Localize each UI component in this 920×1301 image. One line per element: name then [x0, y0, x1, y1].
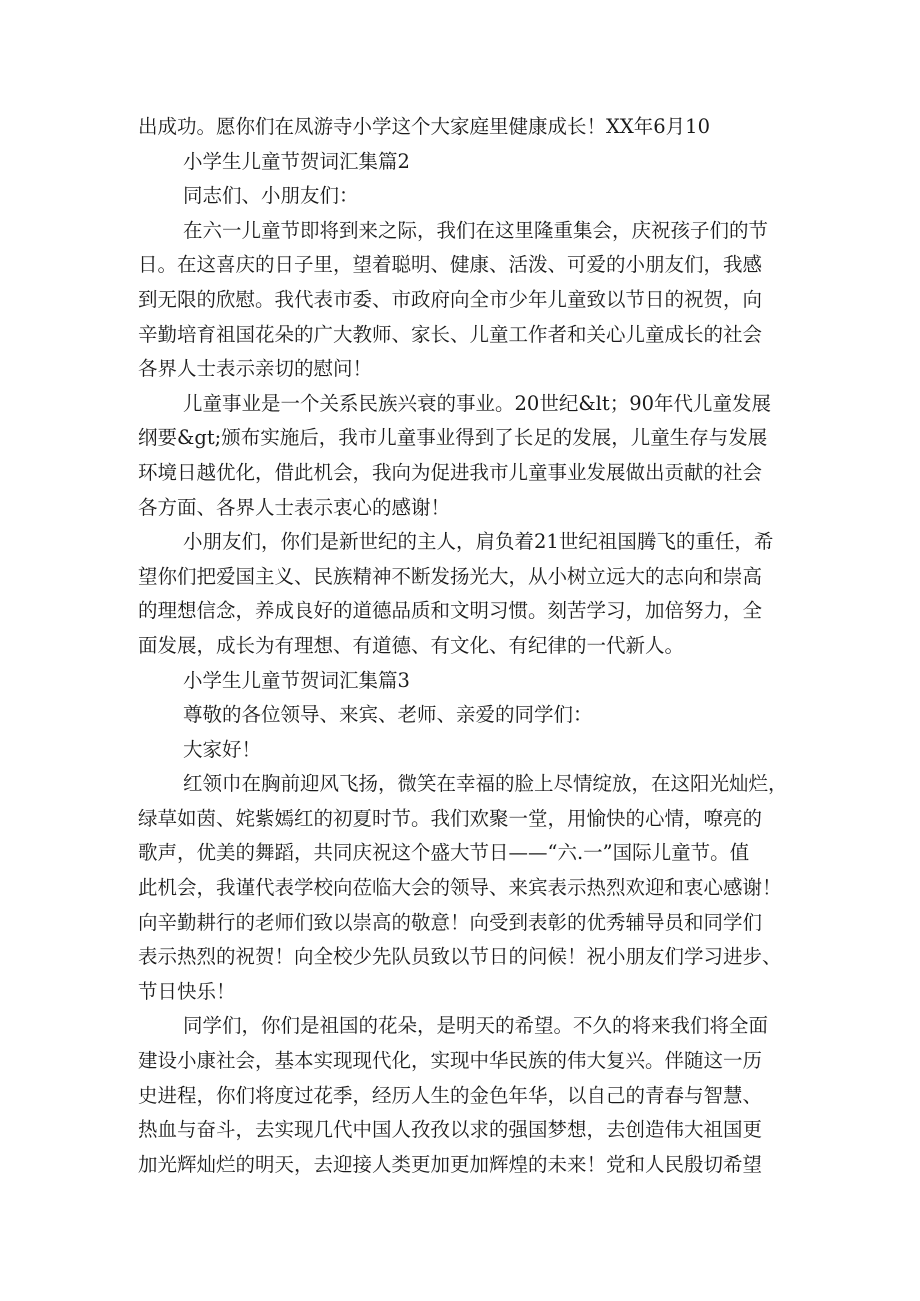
text-line: 歌声，优美的舞蹈，共同庆祝这个盛大节日——“六.一”国际儿童节。值 [138, 841, 750, 865]
text-line: 的理想信念，养成良好的道德品质和文明习惯。刻苦学习，加倍努力，全 [138, 599, 763, 623]
text-line: 同志们、小朋友们： [183, 184, 359, 208]
text-line: 纲要&gt;颁布实施后，我市儿童事业得到了长足的发展，儿童生存与发展 [138, 426, 768, 450]
text-line: 日。在这喜庆的日子里，望着聪明、健康、活泼、可爱的小朋友们，我感 [138, 253, 763, 277]
text-line: 环境日越优化，借此机会，我向为促进我市儿童事业发展做出贡献的社会 [138, 460, 763, 484]
document-body [138, 110, 798, 1182]
text-line: 望你们把爱国主义、民族精神不断发扬光大，从小树立远大的志向和崇高 [138, 564, 763, 588]
text-line: 表示热烈的祝贺！向全校少先队员致以节日的问候！祝小朋友们学习进步、 [138, 945, 782, 969]
text-line: 加光辉灿烂的明天，去迎接人类更加更加辉煌的未来！党和人民殷切希望 [138, 1152, 763, 1176]
text-line: 绿草如茵、姹紫嫣红的初夏时节。我们欢聚一堂，用愉快的心情，嘹亮的 [138, 806, 763, 830]
text-line: 在六一儿童节即将到来之际，我们在这里隆重集会，庆祝孩子们的节 [183, 218, 769, 242]
text-line: 面发展，成长为有理想、有道德、有文化、有纪律的一代新人。 [138, 633, 685, 657]
text-line: 各界人士表示亲切的慰问！ [138, 357, 373, 381]
text-line: 热血与奋斗，去实现几代中国人孜孜以求的强国梦想，去创造伟大祖国更 [138, 1118, 763, 1142]
text-line: 小学生儿童节贺词汇集篇2 [183, 149, 410, 173]
text-line: 小朋友们，你们是新世纪的主人，肩负着21世纪祖国腾飞的重任，希 [183, 530, 774, 554]
text-line: 节日快乐！ [138, 979, 236, 1003]
text-line: 红领巾在胸前迎风飞扬，微笑在幸福的脸上尽情绽放，在这阳光灿烂， [183, 772, 788, 796]
text-line: 向辛勤耕行的老师们致以崇高的敬意！向受到表彰的优秀辅导员和同学们 [138, 910, 763, 934]
text-line: 辛勤培育祖国花朵的广大教师、家长、儿童工作者和关心儿童成长的社会 [138, 322, 763, 346]
text-line: 尊敬的各位领导、来宾、老师、亲爱的同学们： [183, 703, 593, 727]
text-line: 到无限的欣慰。我代表市委、市政府向全市少年儿童致以节日的祝贺，向 [138, 287, 763, 311]
text-line: 史进程，你们将度过花季，经历人生的金色年华，以自己的青春与智慧、 [138, 1083, 763, 1107]
text-line: 儿童事业是一个关系民族兴衰的事业。20世纪&lt；90年代儿童发展 [183, 391, 772, 415]
text-line: 大家好！ [183, 737, 262, 761]
text-line: 小学生儿童节贺词汇集篇3 [183, 668, 410, 692]
text-line: 同学们，你们是祖国的花朵，是明天的希望。不久的将来我们将全面 [183, 1014, 769, 1038]
text-line: 出成功。愿你们在凤游寺小学这个大家庭里健康成长！XX年6月10 [138, 115, 710, 138]
text-line: 此机会，我谨代表学校向莅临大会的领导、来宾表示热烈欢迎和衷心感谢！ [138, 876, 782, 900]
text-line: 建设小康社会，基本实现现代化，实现中华民族的伟大复兴。伴随这一历 [138, 1049, 763, 1073]
text-line: 各方面、各界人士表示衷心的感谢！ [138, 495, 451, 519]
